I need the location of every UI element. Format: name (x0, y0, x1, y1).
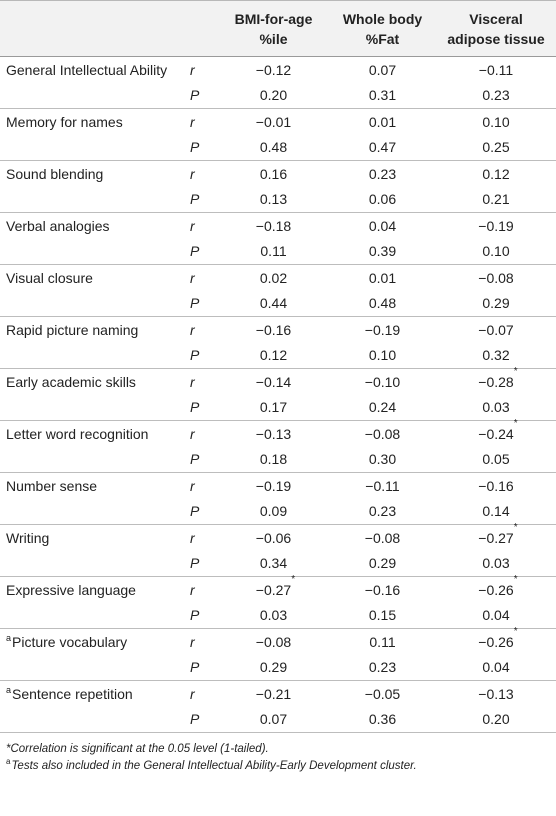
r-value-text: −0.14 (255, 373, 292, 390)
measure-name-blank (0, 395, 188, 421)
p-value: 0.21 (436, 187, 556, 213)
r-value-cell (436, 265, 556, 292)
p-value: 0.05 (436, 447, 556, 473)
measure-name-text: Rapid picture naming (6, 321, 139, 338)
p-value: 0.03 (436, 395, 556, 421)
r-value (478, 521, 518, 551)
r-value (256, 474, 291, 499)
table-footnotes (0, 733, 556, 775)
r-value-cell (436, 625, 556, 656)
p-value: 0.48 (218, 135, 329, 161)
p-value: 0.04 (436, 603, 556, 629)
table-row-p (0, 447, 556, 473)
stat-label-p: P (188, 239, 218, 265)
measure-name (0, 109, 188, 136)
measure-name (0, 265, 188, 292)
r-value-text: 0.01 (368, 113, 397, 130)
p-value: 0.32 (436, 343, 556, 369)
stat-label-r: r (190, 165, 195, 182)
header-fat-line2: %Fat (365, 31, 400, 47)
table-row-p (0, 343, 556, 369)
r-value (256, 110, 291, 135)
r-value-cell (329, 109, 436, 136)
r-value-text: −0.16 (255, 321, 292, 338)
header-blank-stat (188, 1, 218, 57)
r-value-cell (218, 573, 329, 604)
p-value: 0.34 (218, 551, 329, 577)
table-row-r (0, 577, 556, 604)
stat-label-r: r (190, 633, 195, 650)
r-value (365, 318, 400, 343)
footnote-significance: *Correlation is significant at the 0.05 level (1-tailed). (6, 743, 269, 755)
p-value: 0.44 (218, 291, 329, 317)
r-value (478, 573, 518, 603)
r-value-cell (436, 57, 556, 84)
r-value-cell (218, 421, 329, 448)
r-value-cell (436, 317, 556, 344)
p-value: 0.10 (436, 239, 556, 265)
significance-asterisk: * (513, 417, 518, 429)
stat-label-p: P (188, 655, 218, 681)
r-value-text: −0.07 (478, 321, 514, 338)
measure-name-text: Expressive language (6, 581, 136, 598)
header-fat-line1: Whole body (342, 11, 423, 27)
r-value-cell (218, 57, 329, 84)
measure-name-text: Verbal analogies (6, 217, 110, 234)
r-value (365, 474, 399, 499)
r-value-cell (218, 369, 329, 396)
measure-name-blank (0, 551, 188, 577)
r-value-cell (436, 109, 556, 136)
r-value-text: −0.11 (365, 477, 400, 494)
significance-asterisk: * (513, 573, 518, 585)
header-bmi-line2: %ile (259, 31, 288, 47)
r-value (369, 630, 395, 655)
measure-name-text: Picture vocabulary (12, 633, 128, 650)
r-value (365, 370, 400, 395)
p-value: 0.23 (436, 83, 556, 109)
header-whole-body-fat (329, 1, 436, 57)
stat-label-r: r (190, 685, 195, 702)
measure-name-blank (0, 239, 188, 265)
p-value: 0.17 (218, 395, 329, 421)
p-value: 0.39 (329, 239, 436, 265)
p-value: 0.11 (218, 239, 329, 265)
r-value (369, 110, 396, 135)
r-value-text: −0.16 (364, 581, 401, 598)
r-value (260, 266, 287, 291)
table-row-r (0, 109, 556, 136)
measure-name-blank (0, 707, 188, 733)
r-value (479, 58, 513, 83)
r-value-text: −0.19 (478, 217, 514, 234)
r-value-text: −0.11 (478, 61, 514, 78)
table-row-r (0, 629, 556, 656)
r-value-text: −0.26 (478, 633, 514, 650)
stat-label-r: r (190, 529, 195, 546)
table-row-p (0, 655, 556, 681)
p-value: 0.10 (329, 343, 436, 369)
p-value: 0.47 (329, 135, 436, 161)
r-value (365, 578, 400, 603)
r-value (256, 370, 291, 395)
measure-name-blank (0, 655, 188, 681)
r-value-cell (329, 213, 436, 240)
table-row-r (0, 317, 556, 344)
measure-footnote-mark: a (6, 684, 12, 695)
r-value-text: −0.24 (478, 425, 514, 442)
table-row-r (0, 473, 556, 500)
stat-label-p: P (188, 707, 218, 733)
measure-name (0, 577, 188, 604)
r-value (256, 58, 291, 83)
measure-name-text: General Intellectual Ability (6, 61, 168, 78)
r-value (365, 682, 400, 707)
stat-label-p: P (188, 447, 218, 473)
p-value: 0.07 (218, 707, 329, 733)
r-value (256, 526, 291, 551)
r-value-text: 0.16 (259, 165, 288, 182)
footnote-a-text: Tests also included in the General Intellectual Ability-Early Development cluster. (11, 760, 417, 772)
table-row-p (0, 707, 556, 733)
r-value-text: −0.08 (255, 633, 292, 650)
measure-name (0, 525, 188, 552)
r-value (478, 417, 518, 447)
r-value-text: −0.13 (478, 685, 514, 702)
r-value-cell (218, 473, 329, 500)
stat-label-r: r (190, 477, 195, 494)
table-row-p (0, 603, 556, 629)
stat-label-r: r (190, 373, 195, 390)
measure-name-blank (0, 187, 188, 213)
table-row-r (0, 265, 556, 292)
r-value-cell (329, 473, 436, 500)
r-value (256, 318, 291, 343)
r-value-text: −0.19 (255, 477, 292, 494)
measure-name-blank (0, 291, 188, 317)
r-value-cell (436, 365, 556, 396)
measure-name-blank (0, 83, 188, 109)
measure-name-text: Writing (6, 529, 50, 546)
table-row-r (0, 681, 556, 708)
measure-footnote-mark: a (6, 632, 12, 643)
p-value: 0.03 (436, 551, 556, 577)
p-value: 0.20 (436, 707, 556, 733)
table-header (0, 1, 556, 57)
footnote-a-mark: a (6, 757, 11, 766)
stat-label-p: P (188, 291, 218, 317)
r-value (478, 214, 513, 239)
header-visceral-line2: adipose tissue (447, 31, 545, 47)
p-value: 0.23 (329, 499, 436, 525)
r-value-text: 0.23 (368, 165, 397, 182)
p-value: 0.12 (218, 343, 329, 369)
r-value-text: 0.04 (368, 217, 397, 234)
measure-name-text: Sentence repetition (12, 685, 133, 702)
significance-asterisk: * (513, 521, 518, 533)
stat-label-r: r (190, 269, 195, 286)
r-value (369, 214, 396, 239)
r-value (482, 162, 509, 187)
r-value-cell (436, 213, 556, 240)
table-row-r (0, 525, 556, 552)
measure-name-blank (0, 447, 188, 473)
r-value-text: 0.02 (259, 269, 288, 286)
r-value (369, 58, 396, 83)
measure-name (0, 213, 188, 240)
r-value-cell (329, 369, 436, 396)
r-value-text: −0.05 (364, 685, 401, 702)
r-value-cell (436, 573, 556, 604)
r-value-cell (436, 681, 556, 708)
r-value-text: −0.13 (255, 425, 292, 442)
header-row (0, 1, 556, 57)
r-value-cell (218, 317, 329, 344)
table-row-p (0, 551, 556, 577)
table-row-p (0, 499, 556, 525)
r-value-text: −0.28 (478, 373, 514, 390)
stat-label-p: P (188, 83, 218, 109)
significance-asterisk: * (513, 625, 518, 637)
measure-name-text: Number sense (6, 477, 98, 494)
measure-name (0, 161, 188, 188)
r-value (369, 162, 396, 187)
measure-name (0, 629, 188, 656)
measure-name (0, 317, 188, 344)
r-value-cell (436, 417, 556, 448)
significance-asterisk: * (513, 365, 518, 377)
table-row-p (0, 239, 556, 265)
table-row-r (0, 57, 556, 84)
r-value-text: 0.11 (369, 633, 396, 650)
table-row-r (0, 161, 556, 188)
r-value (478, 266, 513, 291)
r-value-cell (218, 629, 329, 656)
r-value (256, 422, 291, 447)
r-value-text: −0.08 (364, 425, 401, 442)
r-value-cell (436, 521, 556, 552)
r-value-cell (436, 161, 556, 188)
stat-label-p: P (188, 499, 218, 525)
r-value (256, 214, 291, 239)
stat-label-r: r (190, 113, 195, 130)
header-bmi-line1: BMI-for-age (234, 11, 313, 27)
p-value: 0.29 (436, 291, 556, 317)
stat-label-p: P (188, 135, 218, 161)
p-value: 0.14 (436, 499, 556, 525)
measure-name-text: Visual closure (6, 269, 93, 286)
significance-asterisk: * (291, 573, 296, 585)
stat-label-r: r (190, 425, 195, 442)
measure-name-text: Early academic skills (6, 373, 136, 390)
r-value-cell (436, 473, 556, 500)
r-value (365, 526, 400, 551)
stat-label-p: P (188, 603, 218, 629)
r-value-cell (329, 577, 436, 604)
measure-name (0, 421, 188, 448)
p-value: 0.23 (329, 655, 436, 681)
p-value: 0.06 (329, 187, 436, 213)
r-value-text: 0.07 (368, 61, 397, 78)
p-value: 0.24 (329, 395, 436, 421)
p-value: 0.03 (218, 603, 329, 629)
r-value-cell (329, 57, 436, 84)
stat-label-p: P (188, 187, 218, 213)
r-value-cell (329, 681, 436, 708)
r-value-cell (329, 525, 436, 552)
header-visceral-adipose (436, 1, 556, 57)
r-value-cell (329, 161, 436, 188)
r-value-cell (218, 681, 329, 708)
table-row-p (0, 83, 556, 109)
r-value-cell (218, 161, 329, 188)
r-value-text: 0.01 (368, 269, 397, 286)
measure-name-text: Memory for names (6, 113, 123, 130)
r-value-cell (329, 421, 436, 448)
r-value-text: −0.27 (478, 529, 514, 546)
r-value (256, 630, 291, 655)
stat-label-r: r (190, 217, 195, 234)
r-value-cell (218, 265, 329, 292)
table-row-r (0, 369, 556, 396)
r-value-cell (329, 317, 436, 344)
r-value-cell (218, 213, 329, 240)
r-value-text: −0.08 (364, 529, 401, 546)
table-row-p (0, 291, 556, 317)
p-value: 0.15 (329, 603, 436, 629)
measure-name-text: Letter word recognition (6, 425, 149, 442)
r-value (255, 573, 296, 603)
stat-label-p: P (188, 551, 218, 577)
p-value: 0.04 (436, 655, 556, 681)
r-value-text: −0.08 (478, 269, 514, 286)
r-value (260, 162, 287, 187)
p-value: 0.31 (329, 83, 436, 109)
r-value-text: −0.18 (255, 217, 292, 234)
measure-name-blank (0, 603, 188, 629)
stat-label-r: r (190, 321, 195, 338)
p-value: 0.20 (218, 83, 329, 109)
r-value-text: −0.26 (478, 581, 514, 598)
measure-name-blank (0, 343, 188, 369)
p-value: 0.36 (329, 707, 436, 733)
p-value: 0.29 (329, 551, 436, 577)
table-body (0, 57, 556, 733)
r-value-text: −0.16 (478, 477, 514, 494)
r-value-text: −0.12 (255, 61, 292, 78)
r-value (478, 625, 518, 655)
p-value: 0.48 (329, 291, 436, 317)
table-row-p (0, 187, 556, 213)
r-value-text: −0.27 (255, 581, 292, 598)
header-visceral-line1: Visceral (469, 11, 523, 27)
r-value (478, 474, 513, 499)
stat-label-r: r (190, 61, 195, 78)
table-row-p (0, 135, 556, 161)
r-value-text: 0.10 (482, 113, 510, 130)
r-value-text: −0.19 (364, 321, 401, 338)
header-blank-name (0, 1, 188, 57)
p-value: 0.09 (218, 499, 329, 525)
measure-name-blank (0, 135, 188, 161)
r-value (365, 422, 400, 447)
r-value-cell (218, 525, 329, 552)
table-row-p (0, 395, 556, 421)
r-value (369, 266, 396, 291)
r-value (478, 682, 513, 707)
p-value: 0.18 (218, 447, 329, 473)
r-value-text: −0.21 (255, 685, 292, 702)
measure-name (0, 473, 188, 500)
r-value-cell (329, 629, 436, 656)
measure-name (0, 57, 188, 84)
table-row-r (0, 213, 556, 240)
measure-name-text: Sound blending (6, 165, 104, 182)
r-value-cell (329, 265, 436, 292)
stat-label-p: P (188, 343, 218, 369)
r-value (482, 110, 509, 135)
footnote-tests-included (6, 758, 550, 775)
stat-label-r: r (190, 581, 195, 598)
measure-name (0, 681, 188, 708)
r-value-text: −0.01 (255, 113, 292, 130)
measure-name (0, 369, 188, 396)
p-value: 0.25 (436, 135, 556, 161)
p-value: 0.30 (329, 447, 436, 473)
r-value-cell (218, 109, 329, 136)
r-value (478, 318, 513, 343)
stat-label-p: P (188, 395, 218, 421)
header-bmi-for-age (218, 1, 329, 57)
r-value-text: −0.10 (364, 373, 401, 390)
r-value-text: −0.06 (255, 529, 292, 546)
p-value: 0.29 (218, 655, 329, 681)
r-value (478, 365, 518, 395)
r-value-text: 0.12 (482, 165, 510, 182)
p-value: 0.13 (218, 187, 329, 213)
table-row-r (0, 421, 556, 448)
measure-name-blank (0, 499, 188, 525)
r-value (256, 682, 291, 707)
